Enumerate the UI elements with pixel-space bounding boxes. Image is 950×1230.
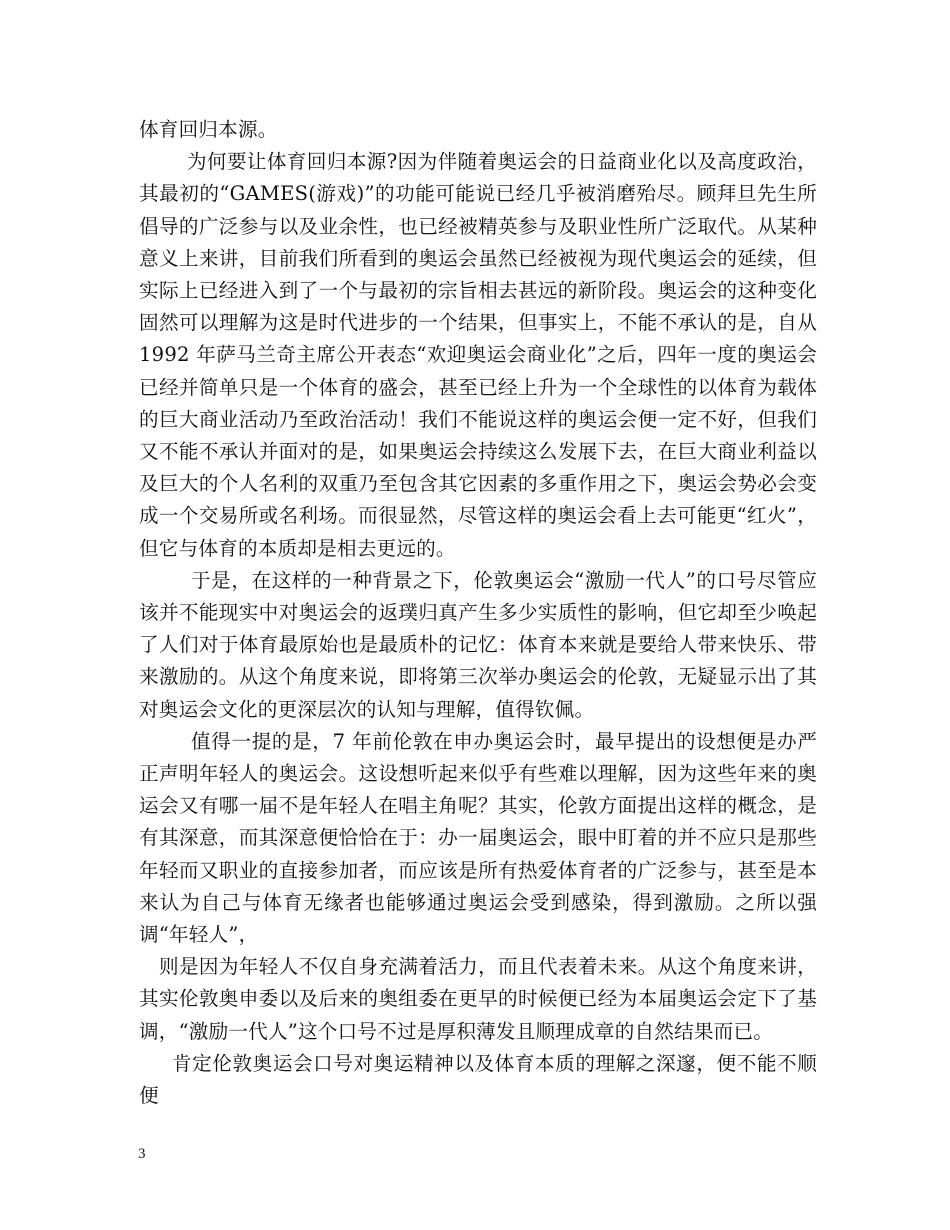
paragraph-2: 为何要让体育回归本源?因为伴随着奥运会的日益商业化以及高度政治，其最初的“GAMES(游戏)”的功能可能说已经几乎被消磨殆尽。顾拜旦先生所倡导的广泛参与以及业余性，也已经被精英参与及职业性所广泛取代。从某种意义上来讲，目前我们所看到的奥运会虽然已经被视为现代奥运会的延续，但实际上已经进入到了一个与最初的宗旨相去甚远的新阶段。奥运会的这种变化固然可以理解为这是时代进步的一个结果，但事实上，不能不承认的是，自从 1992 年萨马兰奇主席公开表态“欢迎奥运会商业化”之后，四年一度的奥运会已经并简单只是一个体育的盛会，甚至已经上升为一个全球性的以体育为载体的巨大商业活动乃至政治活动！我们不能说这样的奥运会便一定不好，但我们又不能不承认并面对的是，如果奥运会持续这么发展下去，在巨大商业利益以及巨大的个人名利的双重乃至包含其它因素的多重作用之下，奥运会势必会变成一个交易所或名利场。而很显然，尽管这样的奥运会看上去可能更“红火”，但它与体育的本质却是相去更远的。 [139, 150, 817, 560]
paragraph-4: 值得一提的是，7 年前伦敦在申办奥运会时，最早提出的设想便是办严正声明年轻人的奥运会。这设想听起来似乎有些难以理解，因为这些年来的奥运会又有哪一届不是年轻人在唱主角呢？其实，伦敦方面提出这样的概念，是有其深意，而其深意便恰恰在于：办一届奥运会，眼中盯着的并不应只是那些年轻而又职业的直接参加者，而应该是所有热爱体育者的广泛参与，甚至是本来认为自己与体育无缘者也能够通过奥运会受到感染，得到激励。之所以强调“年轻人”， [139, 729, 817, 947]
page-number: 3 [138, 1146, 146, 1162]
paragraph-3: 于是，在这样的一种背景之下，伦敦奥运会“激励一代人”的口号尽管应该并不能现实中对奥运会的返璞归真产生多少实质性的影响，但它却至少唤起了人们对于体育最原始也是最质朴的记忆：体育本来就是要给人带来快乐、带来激励的。从这个角度来说，即将第三次举办奥运会的伦敦，无疑显示出了其对奥运会文化的更深层次的认知与理解，值得钦佩。 [139, 568, 817, 721]
document-body [139, 114, 817, 1112]
paragraph-6: 肯定伦敦奥运会口号对奥运精神以及体育本质的理解之深邃，便不能不顺便 [139, 1051, 817, 1108]
paragraph-1: 体育回归本源。 [139, 118, 278, 141]
paragraph-5: 则是因为年轻人不仅自身充满着活力，而且代表着未来。从这个角度来讲，其实伦敦奥申委以及后来的奥组委在更早的时候便已经为本届奥运会定下了基调，“激励一代人”这个口号不过是厚积薄发且顺理成章的自然结果而已。 [139, 955, 817, 1043]
